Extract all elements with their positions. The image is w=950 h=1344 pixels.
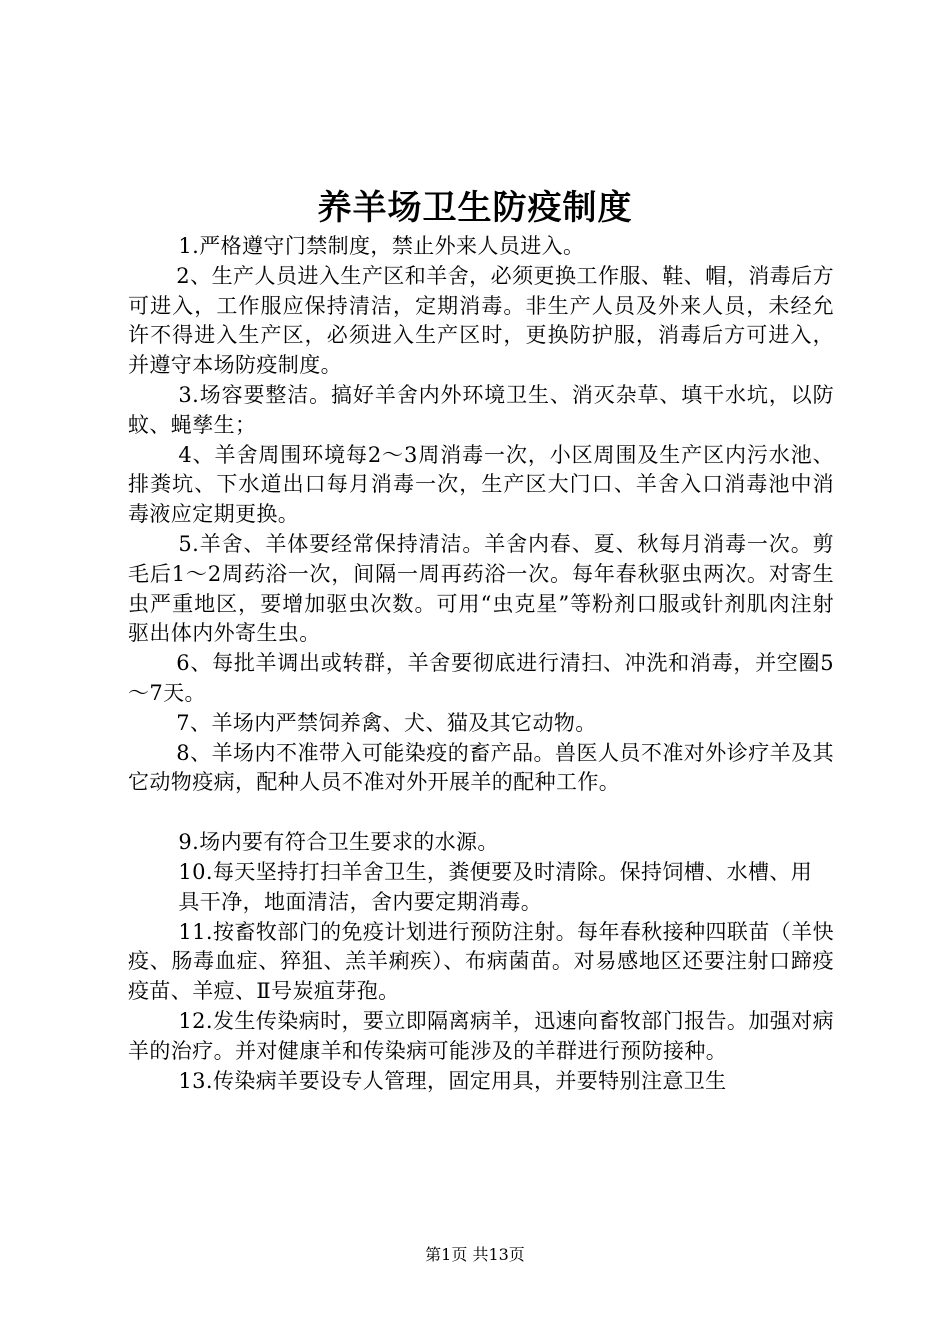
paragraph-10: 10.每天坚持打扫羊舍卫生，粪便要及时清除。保持饲槽、水槽、用 [178,859,813,884]
paragraph-3: 3.场容要整洁。搞好羊舍内外环境卫生、消灭杂草、填干水坑，以防蚊、蝇孳生； [128,382,834,437]
paragraph-11: 11.按畜牧部门的免疫计划进行预防注射。每年春秋接种四联苗（羊快疫、肠毒血症、猝狙、羔羊痢疾）、布病菌苗。对易感地区还要注射口蹄疫疫苗、羊痘、Ⅱ号炭疽芽孢。 [128,919,834,1004]
paragraph-10-continued: 具干净，地面清洁，舍内要定期消毒。 [178,889,543,914]
paragraph-4: 4、羊舍周围环境每2～3周消毒一次，小区周围及生产区内污水池、排粪坑、下水道出口每月消毒一次，生产区大门口、羊舍入口消毒池中消毒液应定期更换。 [128,442,834,527]
paragraph-5: 5.羊舍、羊体要经常保持清洁。羊舍内春、夏、秋每月消毒一次。剪毛后1～2周药浴一次，间隔一周再药浴一次。每年春秋驱虫两次。对寄生虫严重地区，要增加驱虫次数。可用“虫克星”等粉剂口服或针剂肌肉注射驱出体内外寄生虫。 [128,531,834,646]
paragraph-6: 6、每批羊调出或转群，羊舍要彻底进行清扫、冲洗和消毒，并空圈5～7天。 [128,651,834,705]
paragraph-9: 9.场内要有符合卫生要求的水源。 [178,830,499,855]
paragraph-8: 8、羊场内不准带入可能染疫的畜产品。兽医人员不准对外诊疗羊及其它动物疫病，配种人员不准对外开展羊的配种工作。 [128,740,834,795]
document-title: 养羊场卫生防疫制度 [317,188,633,228]
document-body [128,232,834,1096]
paragraph-2: 2、生产人员进入生产区和羊舍，必须更换工作服、鞋、帽，消毒后方可进入，工作服应保持清洁，定期消毒。非生产人员及外来人员，未经允许不得进入生产区，必须进入生产区时，更换防护服，消毒后方可进入，并遵守本场防疫制度。 [128,263,834,378]
paragraph-13: 13.传染病羊要设专人管理，固定用具，并要特别注意卫生 [178,1068,727,1093]
page-footer: 第1页 共13页 [425,1245,525,1264]
paragraph-1: 1.严格遵守门禁制度，禁止外来人员进入。 [178,234,585,258]
paragraph-7: 7、羊场内严禁饲养禽、犬、猫及其它动物。 [176,710,597,735]
paragraph-12: 12.发生传染病时，要立即隔离病羊，迅速向畜牧部门报告。加强对病羊的治疗。并对健康羊和传染病可能涉及的羊群进行预防接种。 [128,1008,834,1063]
